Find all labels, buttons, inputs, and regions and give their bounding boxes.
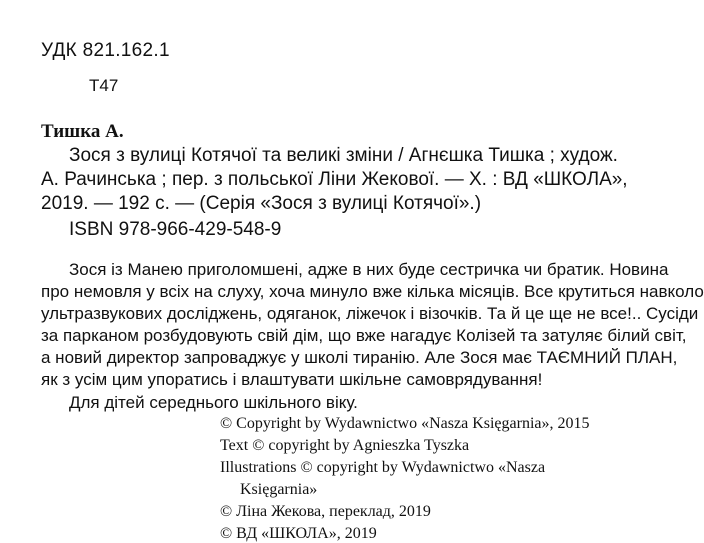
age-recommendation: Для дітей середнього шкільного віку. [69, 393, 358, 412]
copyright-line-5: © Ліна Жекова, переклад, 2019 [220, 503, 431, 520]
annotation-line-6: як з усім цим упоратись і влаштувати шкільне самоврядування! [41, 370, 543, 389]
annotation-line-2: про немовля у всіх на слуху, хоча минуло вже кілька місяців. Все крутиться навколо [41, 282, 704, 301]
author-mark: Т47 [89, 76, 119, 95]
annotation-line-4: за парканом розбудовують свій дім, що вже нагадує Колізей та затуляє білий світ, [41, 326, 687, 345]
annotation-line-5: а новий директор запроваджує у школі тиранію. Але Зося має ТАЄМНИЙ ПЛАН, [41, 348, 678, 367]
annotation-line-1: Зося із Манею приголомшені, адже в них буде сестричка чи братик. Новина [69, 260, 669, 279]
copyright-line-3: Illustrations © copyright by Wydawnictwo «Nasza [220, 459, 546, 476]
udk-code: УДК 821.162.1 [41, 40, 170, 61]
author-heading: Тишка А. [41, 121, 124, 142]
bibliographic-line-1: Зося з вулиці Котячої та великі зміни / Агнєшка Тишка ; худож. [69, 145, 618, 166]
copyright-line-2: Text © copyright by Agnieszka Tyszka [220, 437, 470, 454]
copyright-line-6: © ВД «ШКОЛА», 2019 [220, 525, 377, 542]
copyright-line-4: Księgarnia» [240, 481, 318, 498]
bibliographic-line-2: А. Рачинська ; пер. з польської Ліни Жекової. — Х. : ВД «ШКОЛА», [41, 169, 628, 190]
annotation-line-3: ультразвукових досліджень, одяганок, ліжечок і візочків. Та й це ще не все!.. Сусіди [41, 304, 699, 323]
isbn: ISBN 978-966-429-548-9 [69, 219, 282, 240]
bibliographic-line-3: 2019. — 192 с. — (Серія «Зося з вулиці Котячої».) [41, 193, 482, 214]
copyright-line-1: © Copyright by Wydawnictwo «Nasza Księgarnia», 2015 [220, 415, 590, 432]
